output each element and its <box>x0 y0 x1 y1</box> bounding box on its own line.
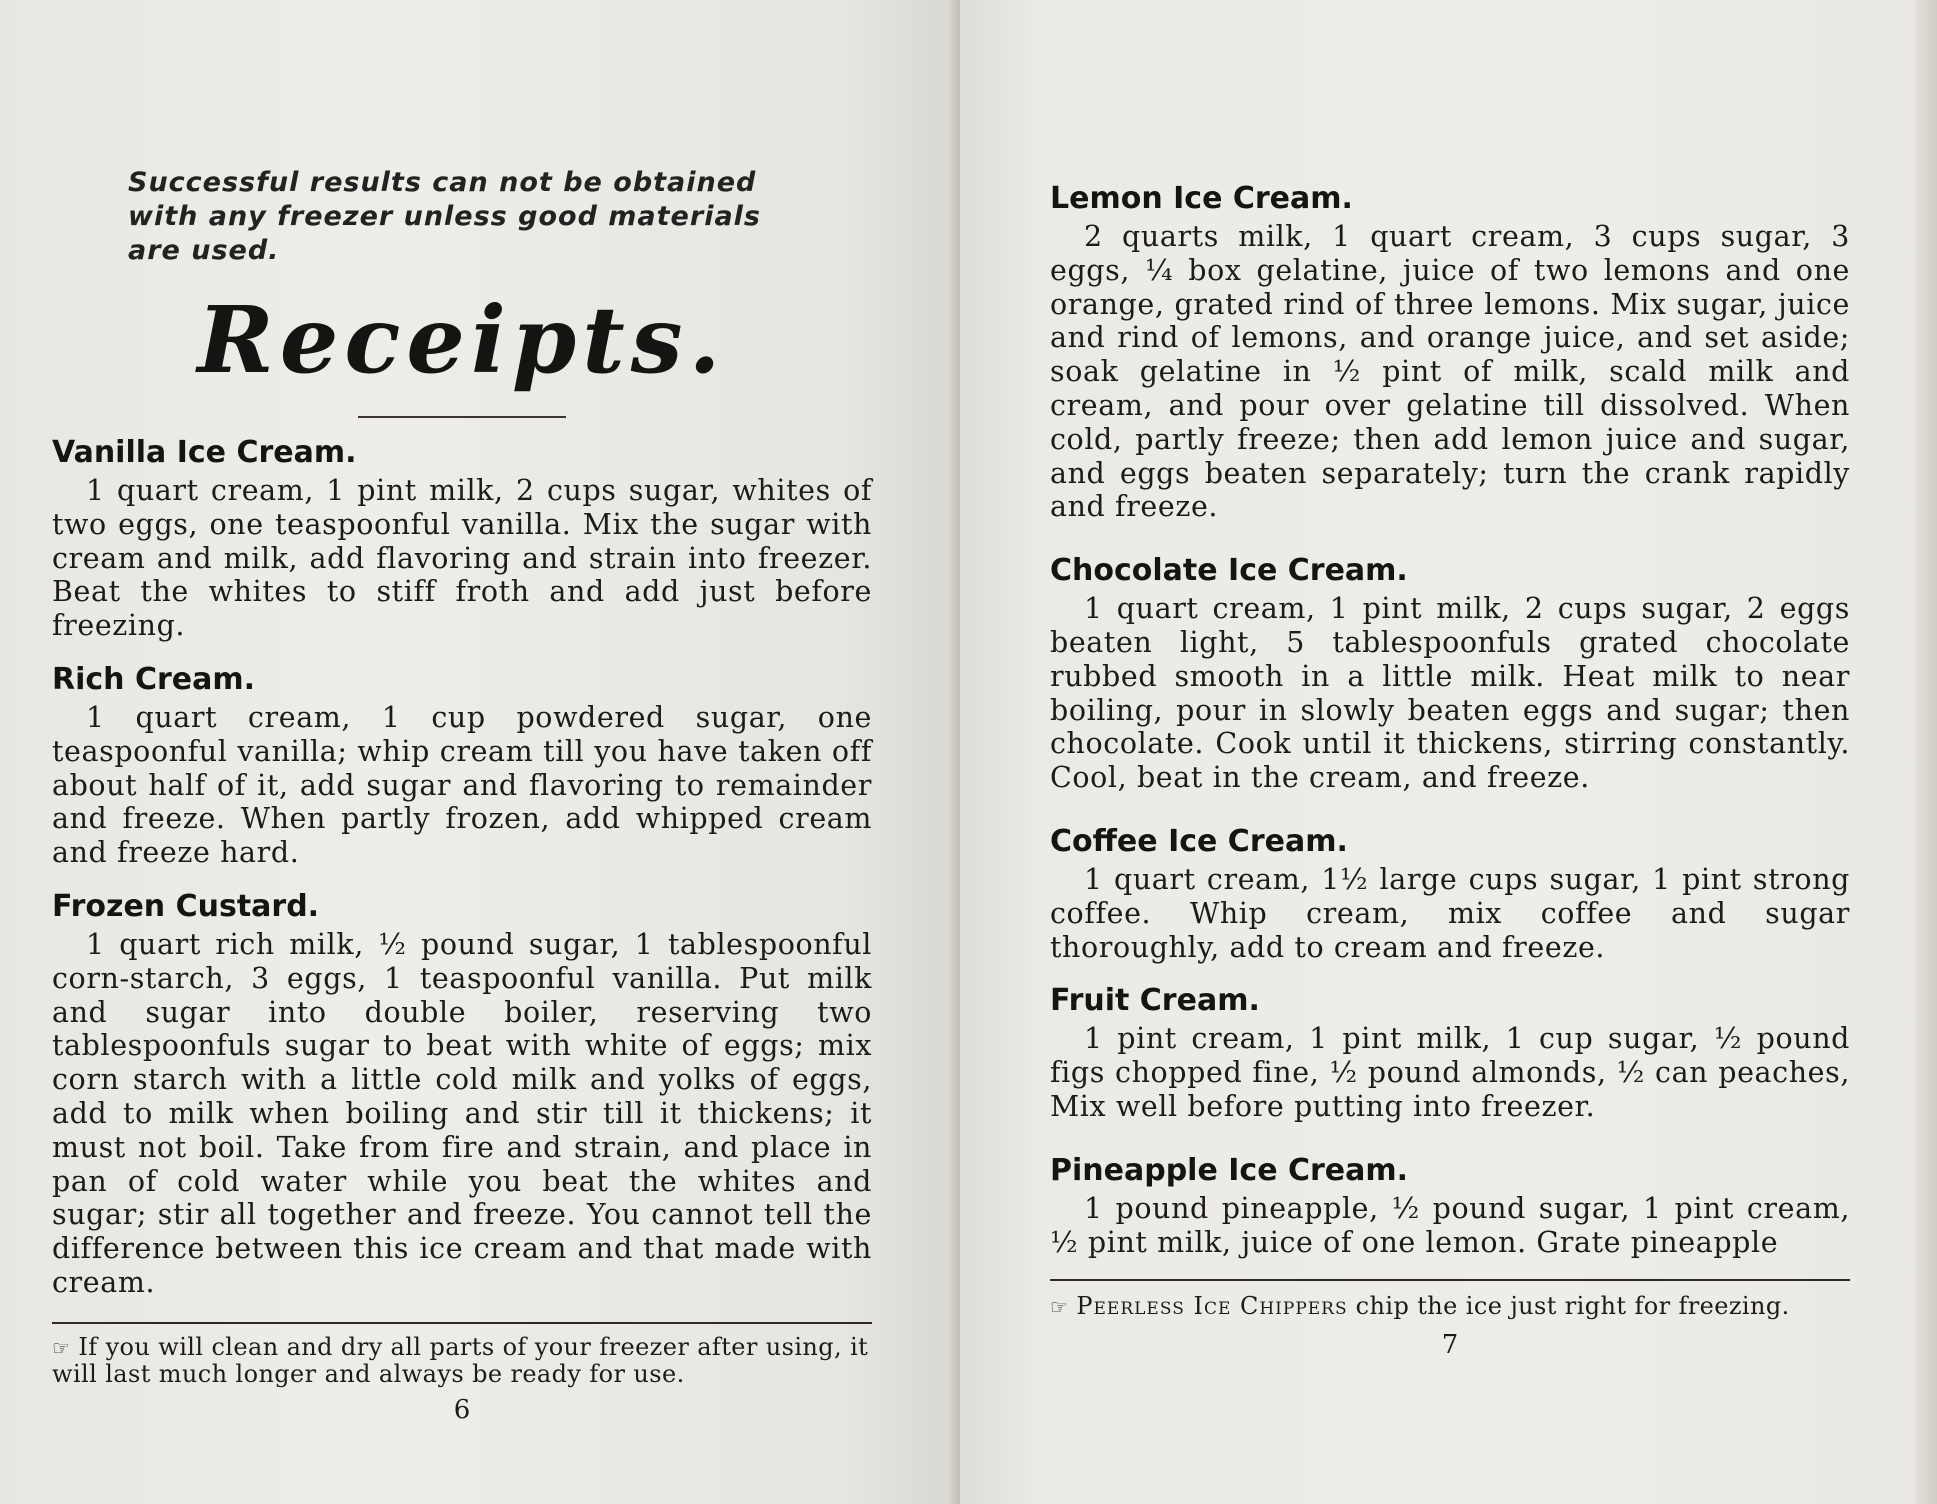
footnote <box>1050 1293 1850 1320</box>
recipe-body: 1 pint cream, 1 pint milk, 1 cup sugar, ½ pound figs chopped fine, ½ pound almonds, ½ can peaches, Mix well before putting into freezer. <box>1050 1022 1850 1123</box>
recipe-lemon <box>1050 180 1850 524</box>
recipe-title: Fruit Cream. <box>1050 983 1260 1019</box>
recipe-chocolate <box>1050 552 1850 795</box>
footnote-text: If you will clean and dry all parts of your freezer after using, it will last much longer and always be ready for use. <box>52 1332 869 1388</box>
page-title: Receipts. <box>197 286 727 394</box>
right-page <box>960 0 1937 1504</box>
recipe-body: 1 quart cream, 1½ large cups sugar, 1 pint strong coffee. Whip cream, mix coffee and sugar thoroughly, add to cream and freeze. <box>1050 862 1850 964</box>
page-number: 7 <box>1441 1330 1459 1361</box>
page-number: 6 <box>453 1394 471 1425</box>
recipe-fruit-cream <box>1050 982 1850 1123</box>
title-divider <box>358 416 566 418</box>
recipe-body: 1 pound pineapple, ½ pound sugar, 1 pint cream, ½ pint milk, juice of one lemon. Grate pineapple <box>1050 1191 1850 1259</box>
left-page-content <box>52 160 872 1425</box>
recipe-frozen-custard <box>52 888 872 1300</box>
recipe-coffee <box>1050 823 1850 964</box>
tagline: Successful results can not be obtained with any freezer unless good materials are used. <box>128 167 761 266</box>
recipe-body: 1 quart cream, 1 pint milk, 2 cups sugar, 2 eggs beaten light, 5 tablespoonfuls grated chocolate rubbed smooth in a little milk. Heat milk to near boiling, pour in slowly beaten eggs and sugar; then chocolate. Cook until it thickens, stirring constantly. Cool, beat in the cream, and freeze. <box>1050 592 1850 795</box>
recipe-vanilla <box>52 434 872 643</box>
footnote-text: chip the ice just right for freezing. <box>1355 1292 1790 1321</box>
recipe-body: 2 quarts milk, 1 quart cream, 3 cups sugar, 3 eggs, ¼ box gelatine, juice of two lemons and one orange, grated rind of three lemons. Mix sugar, juice and rind of lemons, and orange juice, and set aside; soak gelatine in ½ pint of milk, scald milk and cream, and pour over gelatine till dissolved. When cold, partly freeze; then add lemon juice and sugar, and eggs beaten separately; turn the crank rapidly and freeze. <box>1050 220 1850 524</box>
recipe-title: Vanilla Ice Cream. <box>52 435 357 470</box>
recipe-body: 1 quart rich milk, ½ pound sugar, 1 tablespoonful corn-starch, 3 eggs, 1 teaspoonful vanilla. Put milk and sugar into double boiler, reserving two tablespoonfuls sugar to beat with white of eggs; mix corn starch with a little cold milk and yolks of eggs, add to milk when boiling and stir till it thickens; it must not boil. Take from fire and strain, and place in pan of cold water while you beat the whites and sugar; stir all together and freeze. You cannot tell the difference between this ice cream and that made with cream. <box>52 927 872 1299</box>
recipe-body: 1 quart cream, 1 pint milk, 2 cups sugar, whites of two eggs, one teaspoonful vanilla. Mix the sugar with cream and milk, add flavoring and strain into freezer. Beat the whites to stiff froth and add just before freezing. <box>52 474 872 643</box>
page-edge <box>1915 0 1937 1504</box>
recipe-title: Coffee Ice Cream. <box>1050 823 1348 859</box>
recipe-title: Chocolate Ice Cream. <box>1050 553 1408 589</box>
recipe-title: Pineapple Ice Cream. <box>1050 1152 1409 1188</box>
pointing-hand-icon: ☞ <box>52 1335 71 1360</box>
left-page <box>0 0 960 1504</box>
footnote <box>52 1334 872 1387</box>
pointing-hand-icon: ☞ <box>1050 1295 1069 1320</box>
recipe-title: Frozen Custard. <box>52 888 320 924</box>
recipe-pineapple <box>1050 1152 1850 1260</box>
right-page-content <box>1050 180 1850 1360</box>
recipe-body: 1 quart cream, 1 cup powdered sugar, one teaspoonful vanilla; whip cream till you have taken off about half of it, add sugar and flavoring to remainder and freeze. When partly frozen, add whipped cream and freeze hard. <box>52 700 872 870</box>
recipe-title: Lemon Ice Cream. <box>1050 181 1353 216</box>
recipe-rich-cream <box>52 661 872 870</box>
brand-name: Peerless Ice Chippers <box>1076 1292 1348 1321</box>
recipe-title: Rich Cream. <box>52 661 256 697</box>
